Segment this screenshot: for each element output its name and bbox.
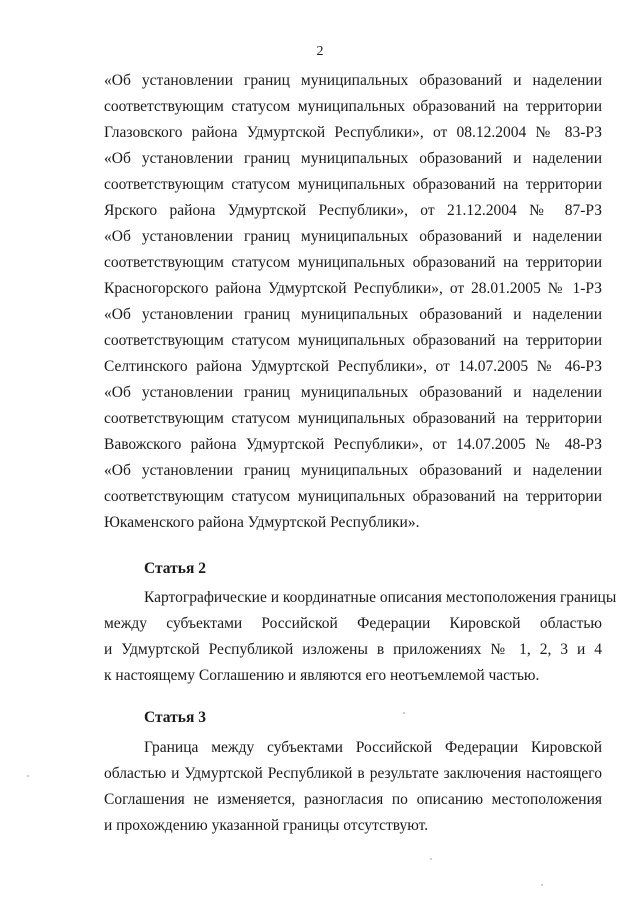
article-2-line: Картографические и координатные описания местоположения границы [144,589,617,606]
scan-speck [430,858,432,860]
text-line: Ярского района Удмуртской Республики», от 21.12.2004 № 87-РЗ [104,202,602,219]
page-number: 2 [316,44,324,59]
text-line: соответствующим статусом муниципальных образований на территории [104,332,602,349]
text-line: Глазовского района Удмуртской Республики», от 08.12.2004 № 83-РЗ [104,124,602,141]
article-2-line: между субъектами Российской Федерации Кировской областью [104,615,602,632]
text-line: соответствующим статусом муниципальных образований на территории [104,176,602,193]
scan-speck [27,775,29,777]
article-3-line: Граница между субъектами Российской Федерации Кировской [144,739,602,756]
text-line: «Об установлении границ муниципальных образований и наделении [104,462,602,479]
text-line: Вавожского района Удмуртской Республики», от 14.07.2005 № 48-РЗ [104,436,602,453]
article-3-line: областью и Удмуртской Республикой в результате заключения настоящего [104,765,602,782]
article-3-line: Соглашения не изменяется, разногласия по описанию местоположения [104,791,602,808]
text-line: соответствующим статусом муниципальных образований на территории [104,410,602,427]
text-line: соответствующим статусом муниципальных образований на территории [104,98,602,115]
text-line: соответствующим статусом муниципальных образований на территории [104,488,602,505]
text-line: «Об установлении границ муниципальных образований и наделении [104,72,602,89]
article-2-heading: Статья 2 [144,560,206,577]
text-line: Красногорского района Удмуртской Республики», от 28.01.2005 № 1-РЗ [104,280,602,297]
scan-speck [403,712,405,714]
text-line: Юкаменского района Удмуртской Республики». [104,514,420,531]
text-line: «Об установлении границ муниципальных образований и наделении [104,384,602,401]
article-2-line: к настоящему Соглашению и являются его неотъемлемой частью. [104,667,540,684]
text-line: «Об установлении границ муниципальных образований и наделении [104,150,602,167]
article-2-line: и Удмуртской Республикой изложены в приложениях № 1, 2, 3 и 4 [104,641,602,658]
text-line: «Об установлении границ муниципальных образований и наделении [104,306,602,323]
article-3-line: и прохождению указанной границы отсутствуют. [104,817,429,834]
text-line: «Об установлении границ муниципальных образований и наделении [104,228,602,245]
text-line: Селтинского района Удмуртской Республики», от 14.07.2005 № 46-РЗ [104,358,602,375]
scan-speck [541,884,543,886]
text-line: соответствующим статусом муниципальных образований на территории [104,254,602,271]
article-3-heading: Статья 3 [144,709,206,726]
